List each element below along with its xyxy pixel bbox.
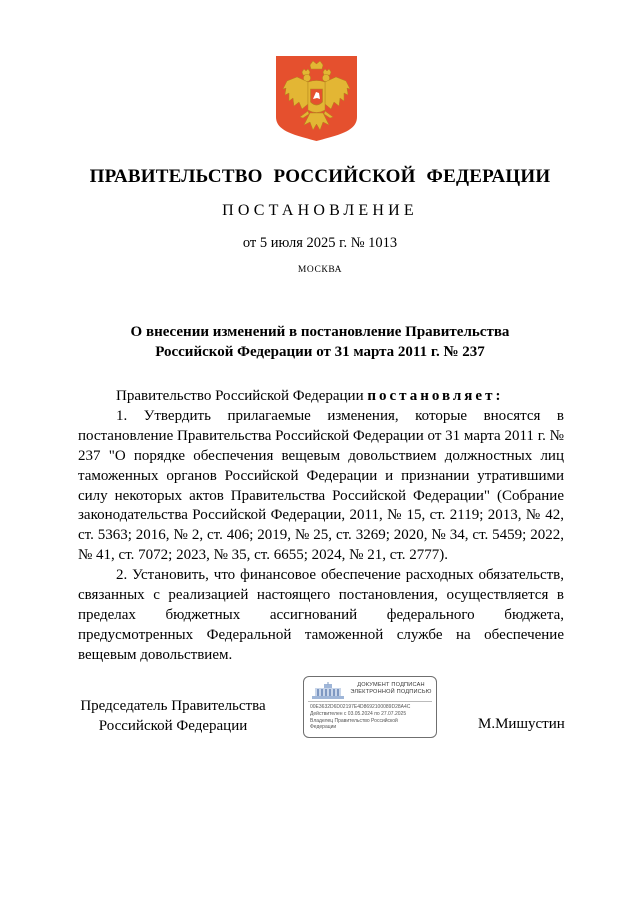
intro-lead: Правительство Российской Федерации <box>116 388 368 404</box>
stamp-owner-line-1: Владелец Правительство Российской <box>310 718 398 724</box>
stamp-certificate: 00E3632D6D02197E4D8692100089D28A4C <box>310 704 411 710</box>
stamp-header <box>348 682 434 696</box>
paragraph-1: 1. Утвердить прилагаемые изменения, которые вносятся в постановление Правительства Российской Федерации от 31 марта 2011 г. № 237 "О порядке обеспечения вещевым довольствием должностных лиц таможенных органов Российской Федерации и признании утратившими силу некоторых актов Правительства Российской Федерации" (Собрание законодательства Российской Федерации, 2011, № 15, ст. 2119; 2013, № 42, ст. 5363; 2016, № 2, ст. 406; 2019, № 25, ст. 3269; 2020, № 34, ст. 5459; 2022, № 41, ст. 7072; 2023, № 35, ст. 6655; 2024, № 21, ст. 2777). <box>78 407 564 564</box>
signer-name: М.Мишустин <box>478 716 565 732</box>
stamp-header-line-2: ЭЛЕКТРОННОЙ ПОДПИСЬЮ <box>350 689 432 695</box>
paragraph-2: 2. Установить, что финансовое обеспечение расходных обязательств, связанных с реализацией настоящего постановления, осуществляется в пределах бюджетных ассигнований федерального бюджета, предусмотренных Федеральной таможенной службе на обеспечение вещевым довольствием. <box>78 567 564 663</box>
signer-title-line-1: Председатель Правительства <box>80 698 266 714</box>
stamp-owner-line-2: Федерации <box>310 724 337 730</box>
subject-line-2: Российской Федерации от 31 марта 2011 г. № 237 <box>155 344 485 360</box>
document-subject <box>0 322 640 362</box>
document-type: ПОСТАНОВЛЕНИЕ <box>222 202 418 219</box>
government-building-icon <box>311 682 345 700</box>
stamp-header-line-1: ДОКУМЕНТ ПОДПИСАН <box>357 682 425 688</box>
document-body <box>78 387 564 666</box>
coat-of-arms-emblem <box>275 55 358 142</box>
document-date-number: от 5 июля 2025 г. № 1013 <box>242 235 398 251</box>
stamp-validity: Действителен с 03.05.2024 по 27.07.2025 <box>310 711 407 717</box>
intro-emphasis: постановляет: <box>367 388 504 404</box>
electronic-signature-stamp <box>303 676 437 738</box>
government-title: ПРАВИТЕЛЬСТВО РОССИЙСКОЙ ФЕДЕРАЦИИ <box>89 166 551 187</box>
stamp-divider <box>308 701 432 702</box>
intro-paragraph <box>78 387 564 407</box>
signer-title <box>78 696 268 736</box>
document-city: МОСКВА <box>297 265 343 275</box>
subject-line-1: О внесении изменений в постановление Правительства <box>130 324 510 340</box>
signer-title-line-2: Российской Федерации <box>98 718 248 734</box>
